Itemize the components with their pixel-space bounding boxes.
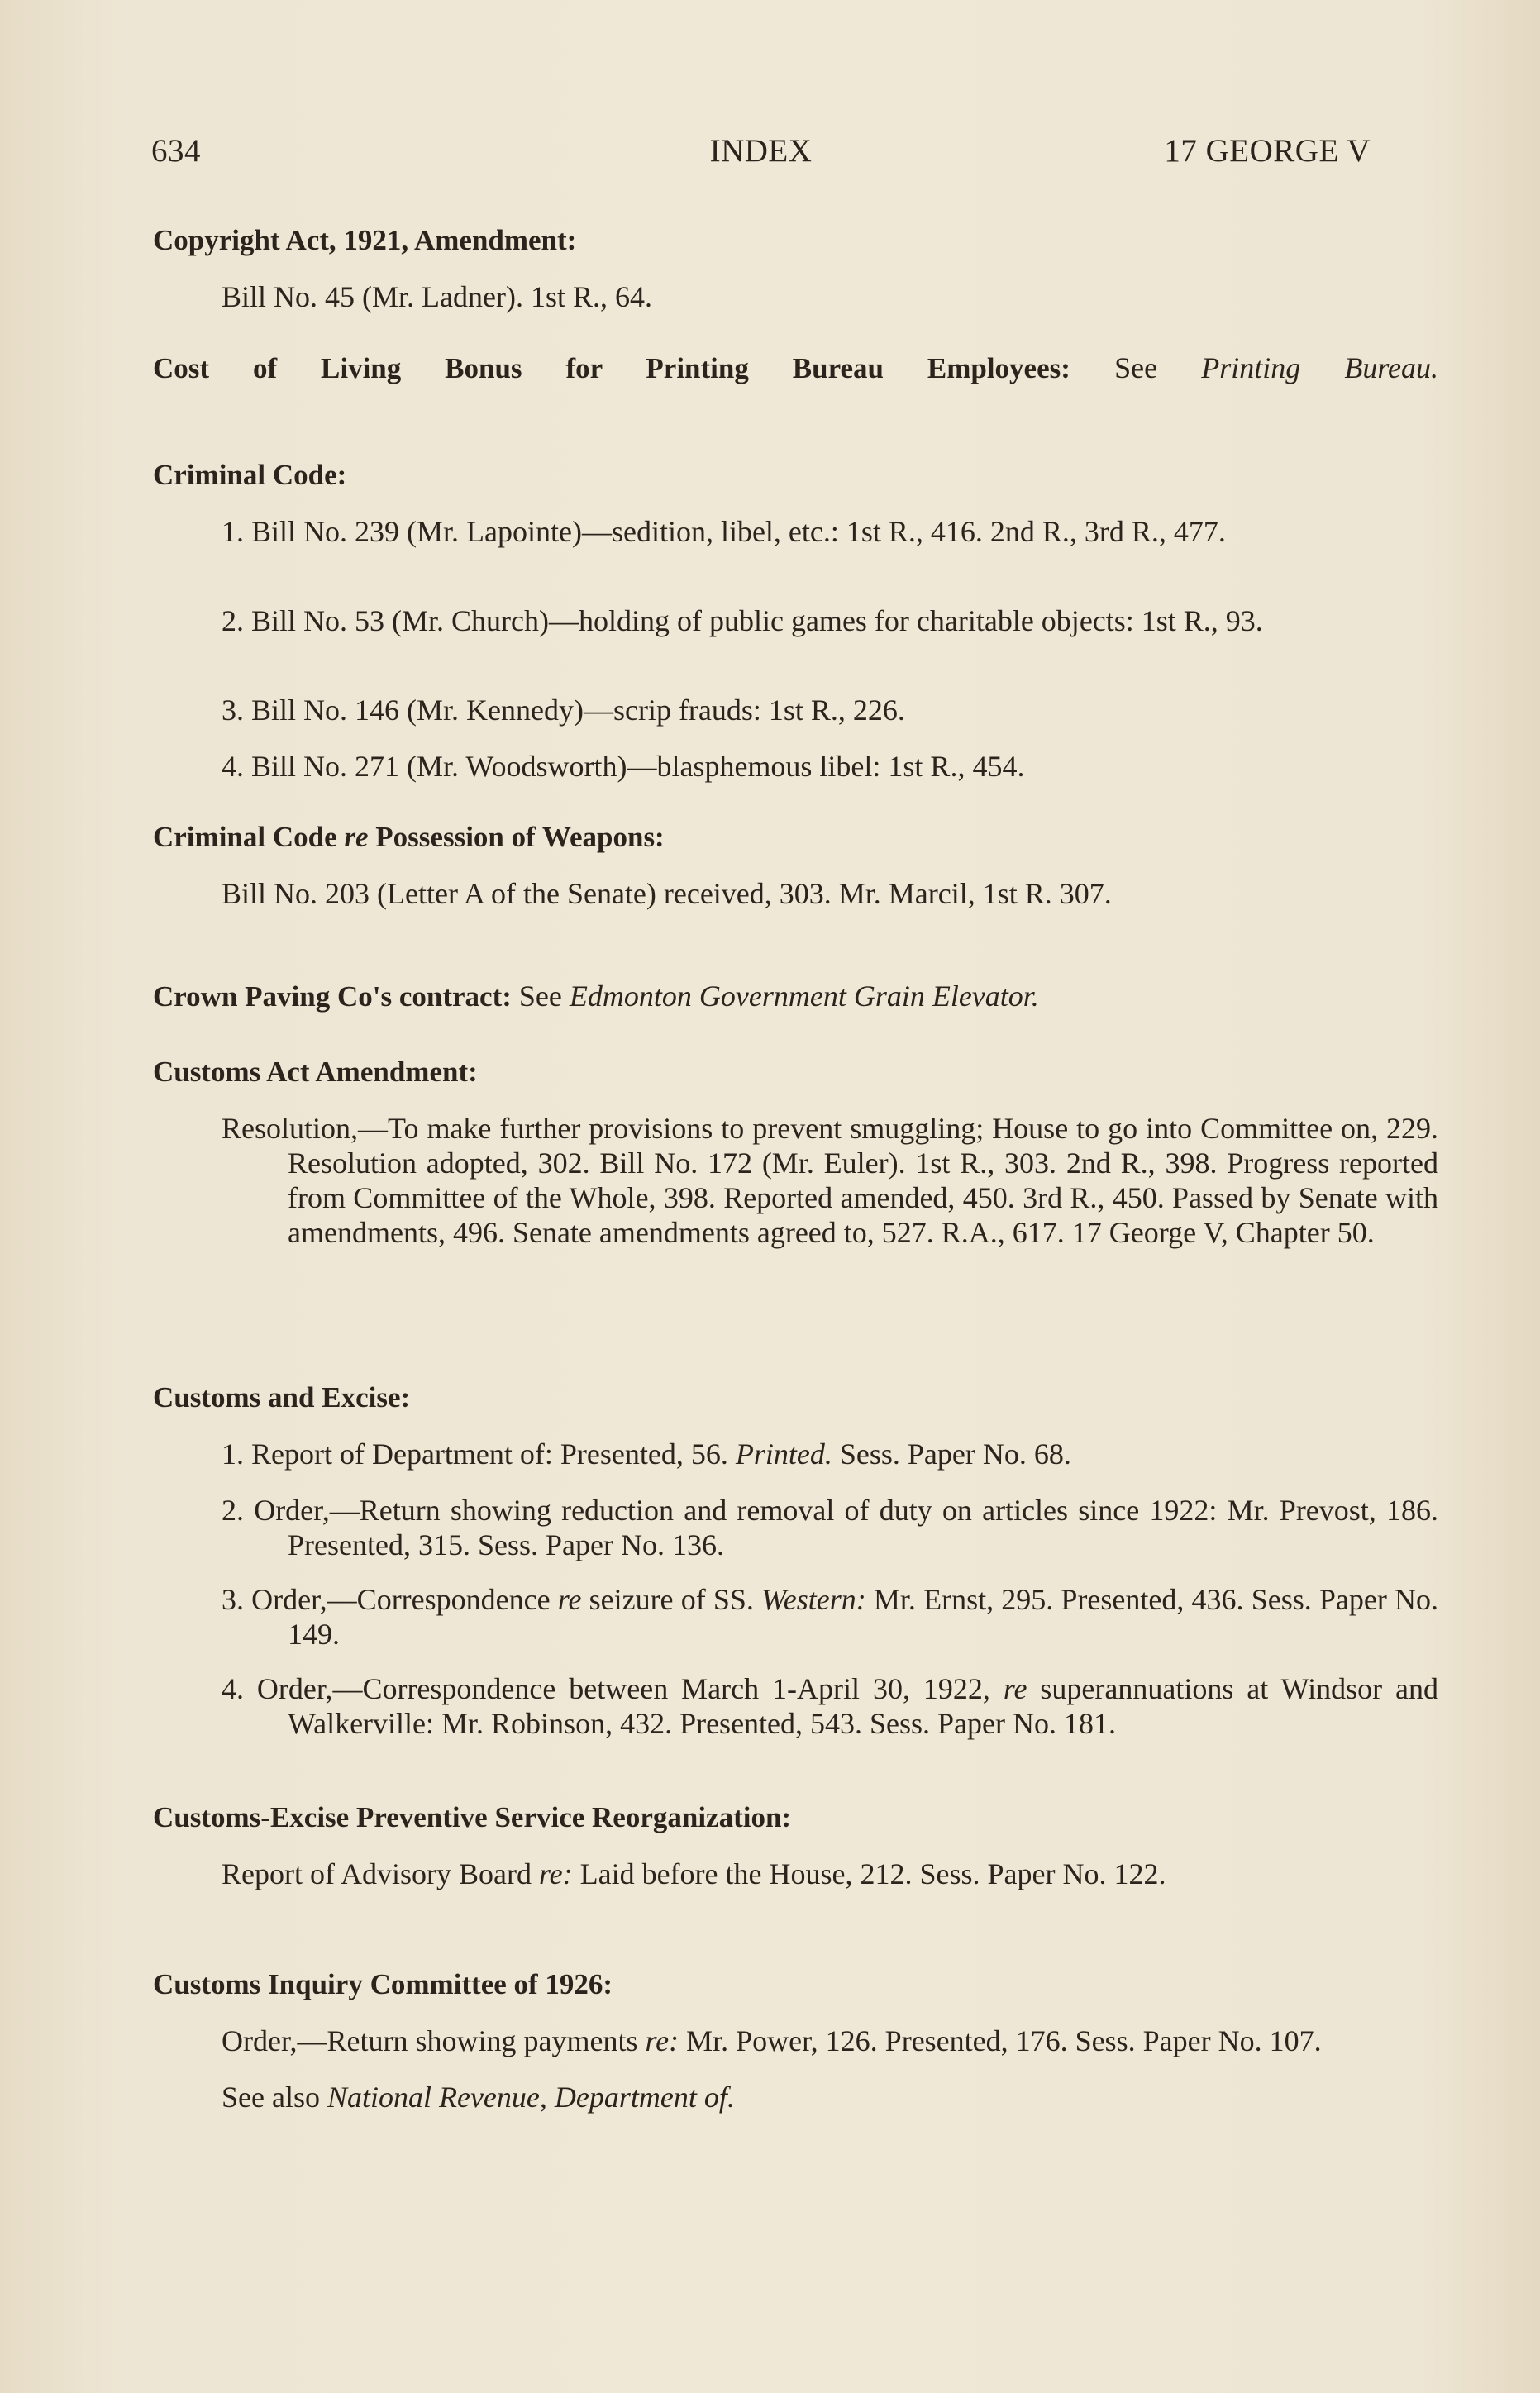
see-also-label: See also xyxy=(222,2081,320,2114)
see-label: See xyxy=(518,980,562,1013)
entry-italic: re: xyxy=(645,2024,679,2057)
entry-heading-customs-act: Customs Act Amendment: xyxy=(153,1056,478,1088)
entry-heading-inquiry-committee: Customs Inquiry Committee of 1926: xyxy=(153,1968,613,2000)
entry-heading-crown-paving: Crown Paving Co's contract: xyxy=(153,980,512,1013)
item-text: superannuations at Windsor and Walkerville: Mr. Robinson, 432. Presented, 543. Sess. Paper No. 181. xyxy=(288,1672,1439,1740)
entry-heading-cost-of-living: Cost of Living Bonus for Printing Bureau Employees: xyxy=(153,352,1070,384)
list-item: 2. Bill No. 53 (Mr. Church)—holding of public games for charitable objects: 1st R., 93. xyxy=(222,604,1263,637)
entry-heading-preventive-service: Customs-Excise Preventive Service Reorganization: xyxy=(153,1801,792,1833)
item-text: 3. Order,—Correspondence xyxy=(222,1583,551,1616)
page-number: 634 xyxy=(151,133,201,169)
list-item: 2. Order,—Return showing reduction and removal of duty on articles since 1922: Mr. Prevost, 186. Presented, 315. Sess. Paper No. 136. xyxy=(222,1494,1438,1561)
page-header xyxy=(151,132,1371,174)
entry-text-customs-act: Resolution,—To make further provisions to prevent smuggling; House to go into Committee on, 229. Resolution adopted, 302. Bill No. 172 (Mr. Euler). 1st R., 303. 2nd R., 398. Progress reported from Committee of the Whole, 398. Reported amended, 450. 3rd R., 450. Passed by Senate with amendments, 496. Senate amendments agreed to, 527. R.A., 617. 17 George V, Chapter 50. xyxy=(222,1112,1438,1249)
entry-heading-copyright: Copyright Act, 1921, Amendment: xyxy=(153,224,577,256)
see-reference: Printing Bureau. xyxy=(1201,351,1438,384)
entry-cost-of-living xyxy=(153,350,1438,386)
entry-text-preventive-service xyxy=(222,1857,1438,1891)
entry-text-weapons: Bill No. 203 (Letter A of the Senate) received, 303. Mr. Marcil, 1st R. 307. xyxy=(222,877,1112,910)
item-italic: re xyxy=(1003,1672,1027,1705)
entry-text: Laid before the House, 212. Sess. Paper No. 122. xyxy=(579,1857,1166,1890)
heading-re: re xyxy=(344,821,369,853)
entry-heading-criminal-code-weapons xyxy=(153,820,665,855)
list-item: 1. Bill No. 239 (Mr. Lapointe)—sedition, libel, etc.: 1st R., 416. 2nd R., 3rd R., 477. xyxy=(222,515,1226,548)
entry-text: Order,—Return showing payments xyxy=(222,2024,638,2057)
list-item xyxy=(222,1582,1438,1652)
entry-crown-paving xyxy=(153,979,1372,1014)
list-item: 4. Bill No. 271 (Mr. Woodsworth)—blasphemous libel: 1st R., 454. xyxy=(222,750,1025,783)
entry-text: Report of Advisory Board xyxy=(222,1857,532,1890)
reign-label: 17 GEORGE V xyxy=(1164,133,1371,169)
entry-text: Mr. Power, 126. Presented, 176. Sess. Paper No. 107. xyxy=(686,2024,1322,2057)
item-italic: Printed. xyxy=(735,1437,832,1471)
item-text: seizure of SS. xyxy=(589,1583,754,1616)
entry-text-inquiry-committee xyxy=(222,2024,1438,2058)
item-text: 1. Report of Department of: Presented, 56. xyxy=(222,1437,728,1471)
see-label: See xyxy=(1114,351,1158,384)
page-title: INDEX xyxy=(709,133,813,169)
see-also xyxy=(222,2080,1372,2114)
list-item xyxy=(222,1437,1438,1471)
entry-heading-criminal-code: Criminal Code: xyxy=(153,459,347,491)
item-text: 4. Order,—Correspondence between March 1-April 30, 1922, xyxy=(222,1672,990,1705)
item-italic: re xyxy=(557,1583,582,1616)
item-text: Sess. Paper No. 68. xyxy=(839,1437,1071,1471)
entry-heading-customs-excise: Customs and Excise: xyxy=(153,1381,411,1413)
see-also-reference: National Revenue, Department of. xyxy=(327,2081,735,2114)
heading-part: Criminal Code xyxy=(153,821,337,853)
list-item: 3. Bill No. 146 (Mr. Kennedy)—scrip frauds: 1st R., 226. xyxy=(222,694,905,727)
entry-italic: re: xyxy=(538,1857,573,1890)
heading-part: Possession of Weapons: xyxy=(375,821,665,853)
list-item xyxy=(222,1671,1438,1741)
entry-text-copyright: Bill No. 45 (Mr. Ladner). 1st R., 64. xyxy=(222,280,652,313)
see-reference: Edmonton Government Grain Elevator. xyxy=(569,980,1039,1013)
item-italic: Western: xyxy=(761,1583,866,1616)
item-text: Mr. Ernst, 295. Presented, 436. Sess. Paper No. 149. xyxy=(288,1583,1439,1651)
